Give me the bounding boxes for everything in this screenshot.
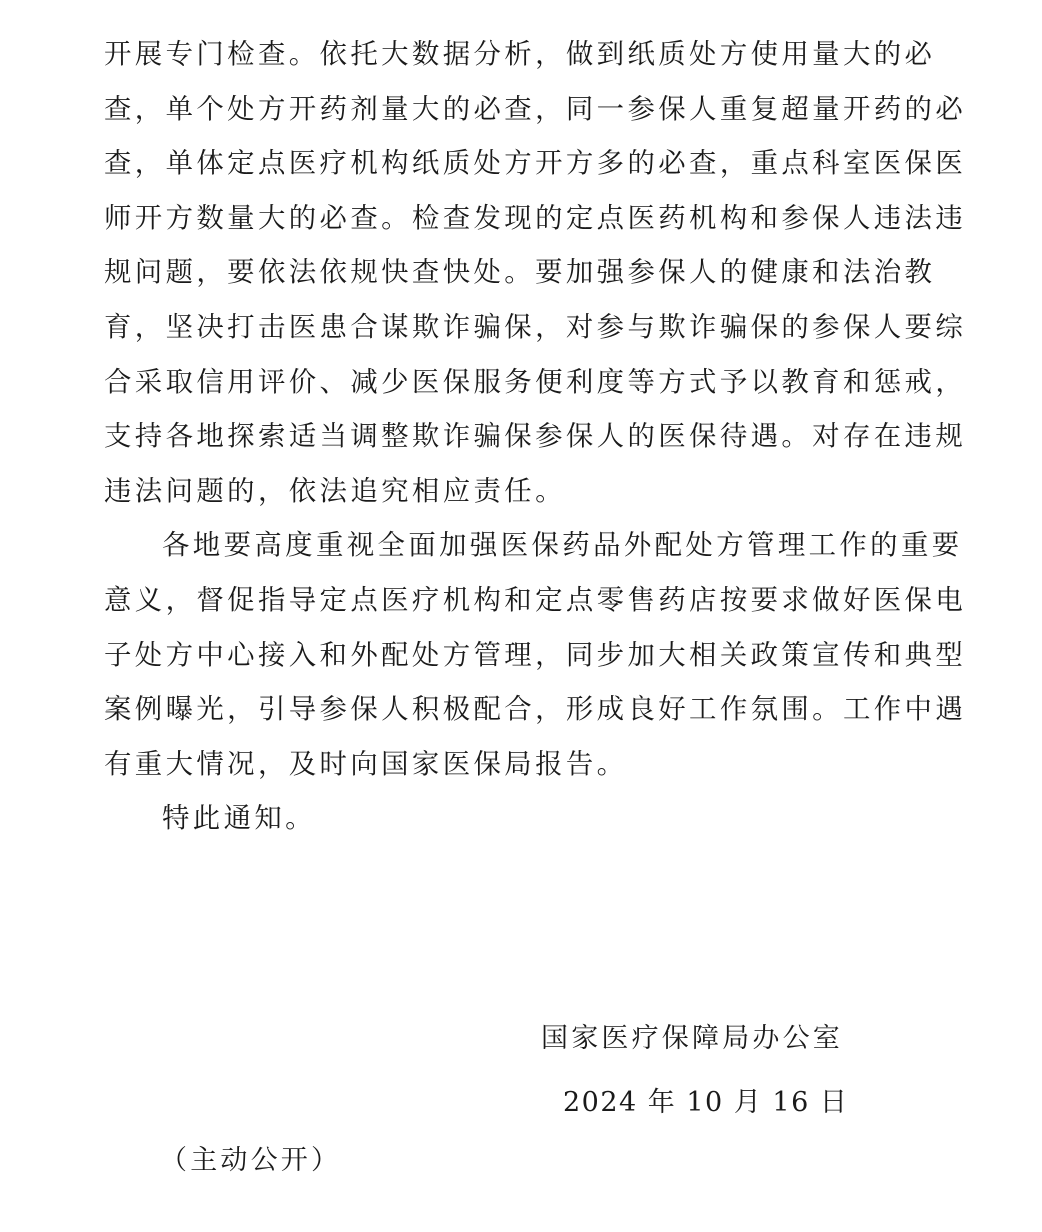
text-line: 违法问题的，依法追究相应责任。 — [104, 475, 566, 507]
text-line: 查，单个处方开药剂量大的必查，同一参保人重复超量开药的必 — [104, 93, 967, 125]
text-line: 有重大情况，及时向国家医保局报告。 — [104, 748, 628, 780]
text-line: 案例曝光，引导参保人积极配合，形成良好工作氛围。工作中遇 — [104, 694, 967, 726]
text-line: 子处方中心接入和外配处方管理，同步加大相关政策宣传和典型 — [104, 639, 967, 671]
closing-remark: 特此通知。 — [162, 803, 316, 835]
text-line: 育，坚决打击医患合谋欺诈骗保，对参与欺诈骗保的参保人要综 — [104, 311, 967, 343]
issue-date: 2024 年 10 月 16 日 — [563, 1087, 849, 1118]
text-line: 查，单体定点医疗机构纸质处方开方多的必查，重点科室医保医 — [104, 148, 967, 180]
text-line: 合采取信用评价、减少医保服务便利度等方式予以教育和惩戒， — [104, 366, 967, 398]
text-line: 支持各地探索适当调整欺诈骗保参保人的医保待遇。对存在违规 — [104, 421, 967, 453]
text-line: 各地要高度重视全面加强医保药品外配处方管理工作的重要 — [162, 530, 963, 562]
text-line: 师开方数量大的必查。检查发现的定点医药机构和参保人违法违 — [104, 202, 967, 234]
disclosure-note: （主动公开） — [160, 1145, 342, 1176]
document-body — [104, 28, 967, 847]
text-line: 意义，督促指导定点医疗机构和定点零售药店按要求做好医保电 — [104, 584, 967, 616]
issuer-name: 国家医疗保障局办公室 — [541, 1023, 843, 1054]
text-line: 规问题，要依法依规快查快处。要加强参保人的健康和法治教 — [104, 257, 936, 289]
text-line: 开展专门检查。依托大数据分析，做到纸质处方使用量大的必 — [104, 39, 936, 70]
